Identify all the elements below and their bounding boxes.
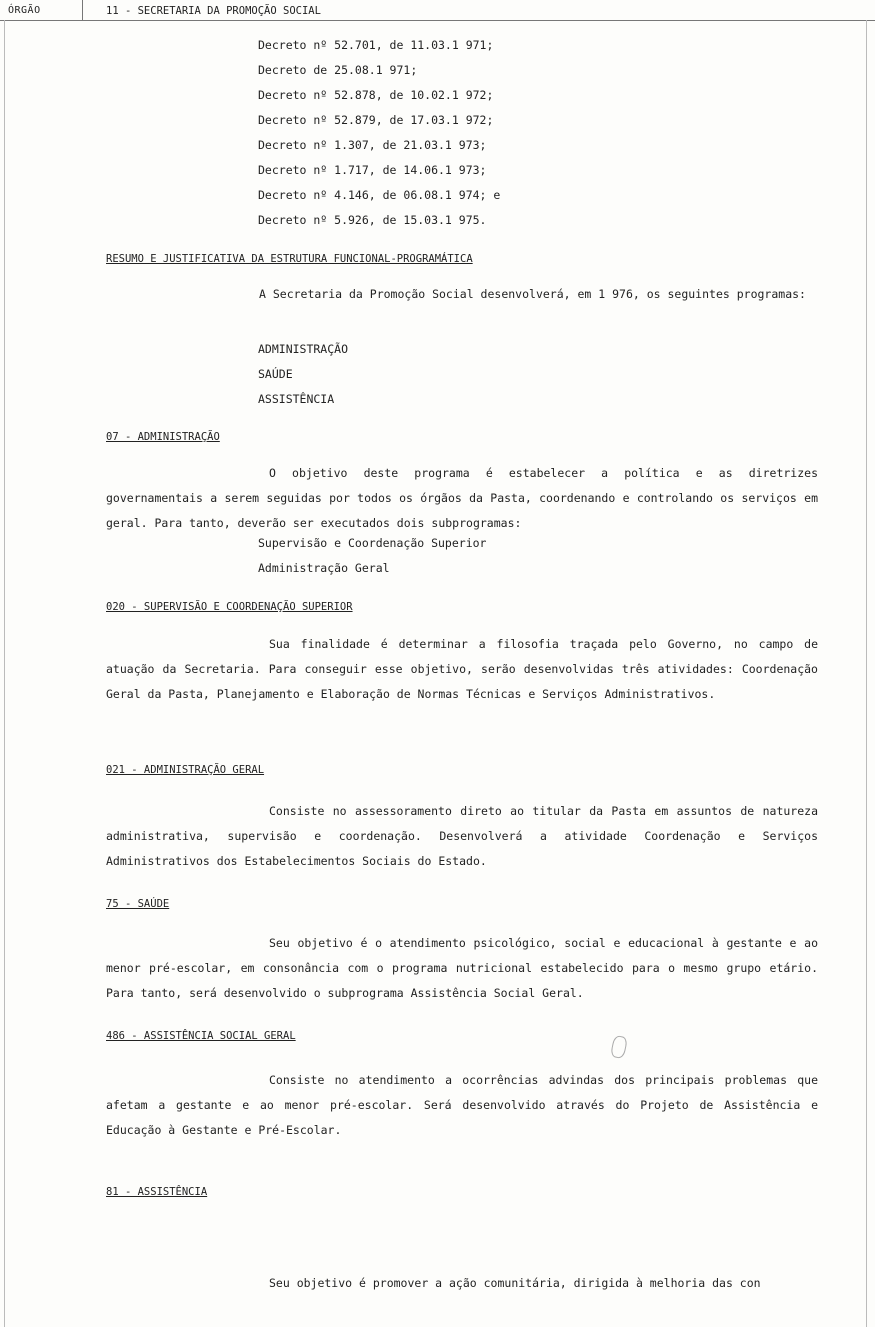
orgao-label: ÓRGÃO <box>8 5 41 16</box>
section-heading-admin-geral: 021 - ADMINISTRAÇÃO GERAL <box>106 764 265 776</box>
decree-item: Decreto nº 52.701, de 11.03.1 971; <box>258 38 494 52</box>
paragraph-assistencia-social: Consiste no atendimento a ocorrências advindas dos principais problemas que afetam a gestante e ao menor pré-escolar. Será desenvolvido através do Projeto de Assistência e Educação à Gestante e Pré-Escolar. <box>106 1073 818 1137</box>
decree-item: Decreto nº 52.879, de 17.03.1 972; <box>258 113 494 127</box>
section-heading-supervisao: 020 - SUPERVISÃO E COORDENAÇÃO SUPERIOR <box>106 601 353 613</box>
section-heading-assistencia: 81 - ASSISTÊNCIA <box>106 1186 208 1198</box>
paragraph-admin-geral: Consiste no assessoramento direto ao titular da Pasta em assuntos de natureza administrativa, supervisão e coordenação. Desenvolverá a atividade Coordenação e Serviços Administrativos dos Estabelecimentos Sociais do Estado. <box>106 804 818 868</box>
paragraph-assistencia: Seu objetivo é promover a ação comunitária, dirigida à melhoria das con <box>269 1276 761 1290</box>
program-item: ADMINISTRAÇÃO <box>258 342 349 356</box>
decree-item: Decreto nº 5.926, de 15.03.1 975. <box>258 213 487 227</box>
paragraph-administracao: O objetivo deste programa é estabelecer a política e as diretrizes governamentais a serem seguidas por todos os órgãos da Pasta, coordenando e controlando os serviços em geral. Para tanto, deverão ser executados dois subprogramas: <box>106 466 818 530</box>
section-heading-assistencia-social: 486 - ASSISTÊNCIA SOCIAL GERAL <box>106 1030 296 1042</box>
paragraph-supervisao: Sua finalidade é determinar a filosofia traçada pelo Governo, no campo de atuação da Secretaria. Para conseguir esse objetivo, serão desenvolvidas três atividades: Coordenação Geral da Pasta, Planejamento e Elaboração de Normas Técnicas e Serviços Administrativos. <box>106 637 818 701</box>
program-item: SAÚDE <box>258 367 293 381</box>
page-header <box>0 0 875 21</box>
decree-item: Decreto nº 52.878, de 10.02.1 972; <box>258 88 494 102</box>
right-margin-rule <box>866 20 867 1327</box>
header-divider <box>82 0 83 20</box>
decree-item: Decreto nº 1.307, de 21.03.1 973; <box>258 138 487 152</box>
program-item: ASSISTÊNCIA <box>258 392 335 406</box>
paragraph-saude: Seu objetivo é o atendimento psicológico, social e educacional à gestante e ao menor pré-escolar, em consonância com o programa nutricional estabelecido para o mesmo grupo etário. Para tanto, será desenvolvido o subprograma Assistência Social Geral. <box>106 936 818 1000</box>
section-heading-saude: 75 - SAÚDE <box>106 898 170 910</box>
decree-item: Decreto nº 4.146, de 06.08.1 974; e <box>258 188 501 202</box>
subprogram-item: Administração Geral <box>258 561 390 575</box>
section-heading-administracao: 07 - ADMINISTRAÇÃO <box>106 431 220 443</box>
decree-item: Decreto de 25.08.1 971; <box>258 63 418 77</box>
orgao-name: 11 - SECRETARIA DA PROMOÇÃO SOCIAL <box>106 5 321 17</box>
section-heading-resumo: RESUMO E JUSTIFICATIVA DA ESTRUTURA FUNCIONAL-PROGRAMÁTICA <box>106 253 473 265</box>
subprogram-item: Supervisão e Coordenação Superior <box>258 536 487 550</box>
ink-mark <box>610 1035 628 1059</box>
decree-item: Decreto nº 1.717, de 14.06.1 973; <box>258 163 487 177</box>
paragraph-resumo: A Secretaria da Promoção Social desenvolverá, em 1 976, os seguintes programas: <box>259 287 806 301</box>
left-margin-rule <box>4 20 5 1327</box>
